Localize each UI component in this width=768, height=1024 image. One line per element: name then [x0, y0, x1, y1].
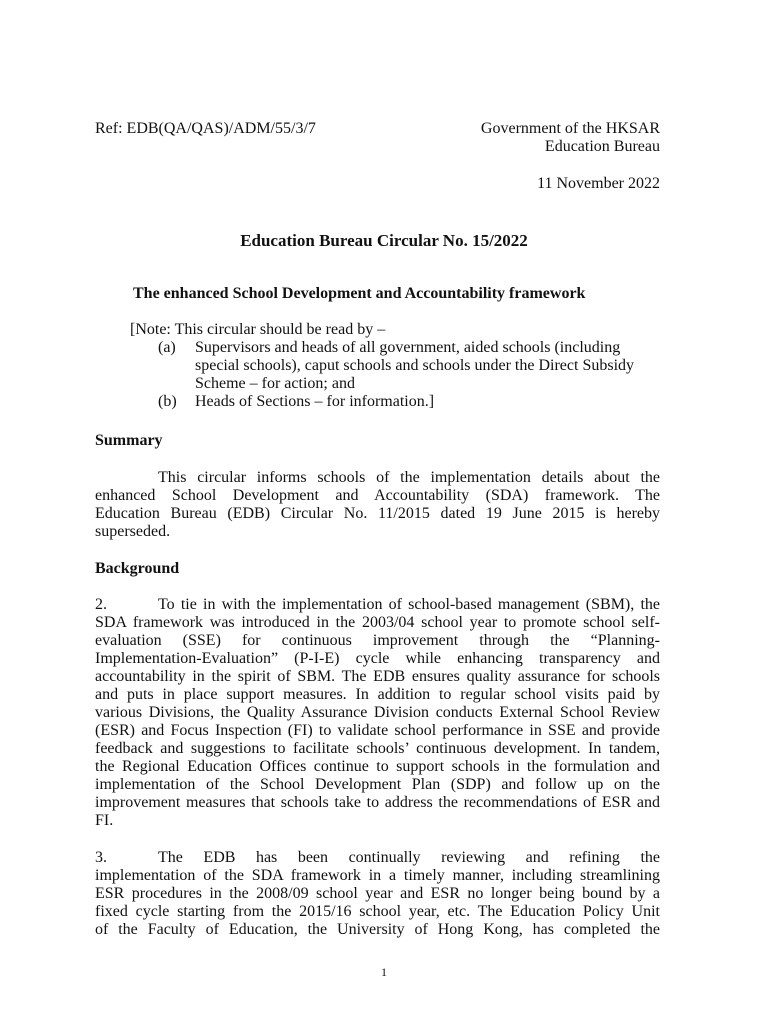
paragraph-2-line: improvement measures that schools take to address the recommendations of ESR and [95, 794, 660, 811]
paragraph-3-line: ESR procedures in the 2008/09 school year and ESR no longer being bound by a [95, 885, 660, 902]
paragraph-2-line: and puts in place support measures. In addition to regular school visits paid by [95, 686, 660, 703]
summary-heading: Summary [95, 432, 163, 449]
note-item-b-line: Heads of Sections – for information.] [195, 393, 435, 410]
circular-title: Education Bureau Circular No. 15/2022 [240, 231, 528, 250]
reference-number: Ref: EDB(QA/QAS)/ADM/55/3/7 [95, 120, 316, 137]
paragraph-2-line: implementation of the School Development Plan (SDP) and follow up on the [95, 776, 660, 793]
note-item-b-marker: (b) [158, 393, 177, 410]
paragraph-3-line: The EDB has been continually reviewing and refining the [158, 849, 660, 866]
bureau-line: Education Bureau [544, 138, 660, 155]
paragraph-3-line: implementation of the SDA framework in a timely manner, including streamlining [95, 867, 660, 884]
summary-line: enhanced School Development and Accountability (SDA) framework. The [95, 487, 660, 504]
paragraph-3-line: fixed cycle starting from the 2015/16 school year, etc. The Education Policy Unit [95, 903, 660, 920]
paragraph-3-number: 3. [95, 849, 107, 866]
summary-line: superseded. [95, 523, 171, 540]
paragraph-2-line: the Regional Education Offices continue to support schools in the formulation and [95, 758, 660, 775]
page-number: 1 [381, 965, 387, 979]
paragraph-2-line: accountability in the spirit of SBM. The EDB ensures quality assurance for schools [95, 668, 660, 685]
note-item-a-marker: (a) [158, 339, 176, 356]
summary-line: This circular informs schools of the implementation details about the [158, 469, 660, 486]
circular-date: 11 November 2022 [537, 175, 660, 192]
summary-line: Education Bureau (EDB) Circular No. 11/2015 dated 19 June 2015 is hereby [95, 505, 660, 522]
paragraph-2-line: SDA framework was introduced in the 2003/04 school year to promote school self- [95, 614, 660, 631]
government-line: Government of the HKSAR [480, 120, 660, 137]
paragraph-2-line: various Divisions, the Quality Assurance Division conducts External School Review [95, 704, 660, 721]
note-item-a-line: Supervisors and heads of all government, aided schools (including [195, 339, 621, 356]
paragraph-2-line: FI. [95, 812, 114, 829]
paragraph-2-line: evaluation (SSE) for continuous improvement through the “Planning- [95, 632, 660, 649]
note-intro: [Note: This circular should be read by – [130, 321, 386, 338]
note-item-a-line: Scheme – for action; and [195, 375, 355, 392]
note-item-a-line: special schools), caput schools and schools under the Direct Subsidy [195, 357, 635, 374]
paragraph-2-number: 2. [95, 596, 107, 613]
paragraph-2-line: (ESR) and Focus Inspection (FI) to validate school performance in SSE and provide [95, 722, 660, 739]
paragraph-2-line: Implementation-Evaluation” (P-I-E) cycle while enhancing transparency and [95, 650, 660, 667]
background-heading: Background [95, 560, 180, 577]
circular-subject: The enhanced School Development and Accountability framework [133, 285, 586, 302]
paragraph-2-line: To tie in with the implementation of school-based management (SBM), the [158, 596, 660, 613]
paragraph-3-line: of the Faculty of Education, the University of Hong Kong, has completed the [95, 921, 660, 938]
paragraph-2-line: feedback and suggestions to facilitate schools’ continuous development. In tandem, [95, 740, 660, 757]
